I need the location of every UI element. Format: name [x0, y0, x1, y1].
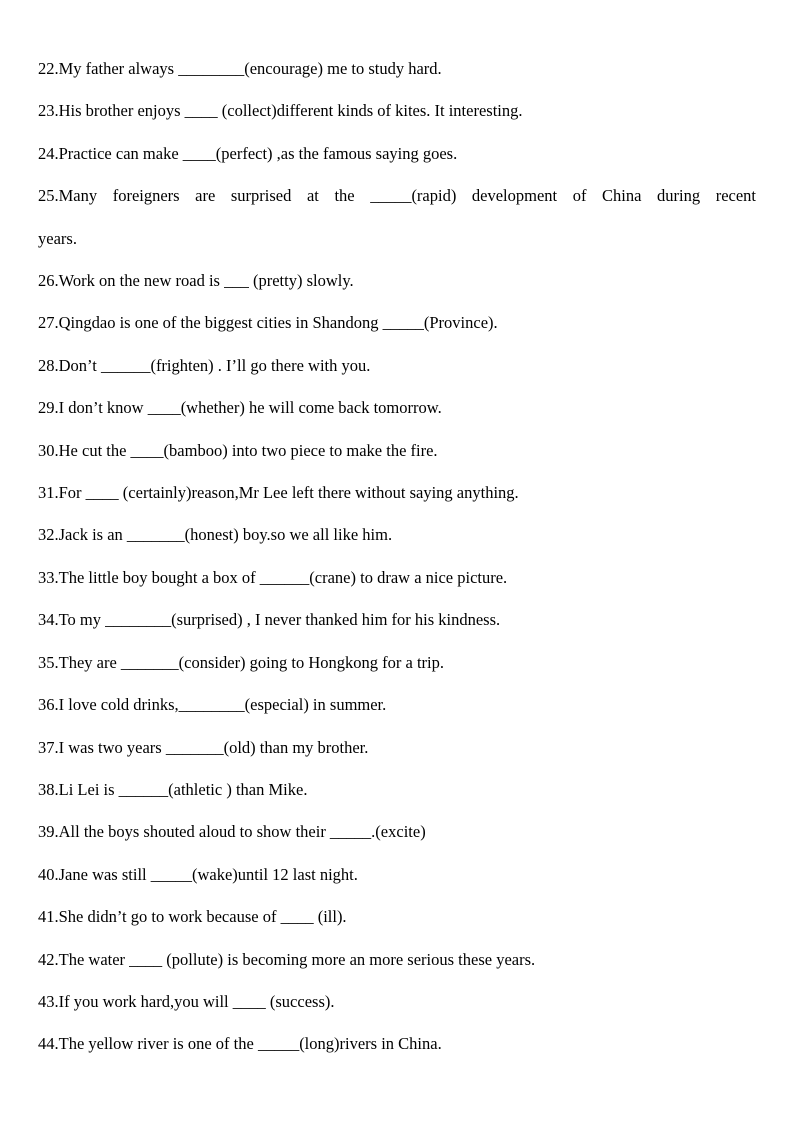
question-27: 27.Qingdao is one of the biggest cities in Shandong _____(Province).	[38, 313, 498, 333]
question-37: 37.I was two years _______(old) than my brother.	[38, 737, 369, 757]
question-25: 25.Many foreigners are surprised at the _____(rapid) development of China during recent	[38, 186, 756, 206]
question-25-continued: years.	[38, 228, 77, 248]
question-41: 41.She didn’t go to work because of ____ (ill).	[38, 907, 347, 927]
question-28: 28.Don’t ______(frighten) . I’ll go there with you.	[38, 355, 371, 375]
question-24: 24.Practice can make ____(perfect) ,as the famous saying goes.	[38, 143, 458, 163]
question-34: 34.To my ________(surprised) , I never thanked him for his kindness.	[38, 610, 501, 630]
question-26: 26.Work on the new road is ___ (pretty) slowly.	[38, 271, 354, 291]
question-44: 44.The yellow river is one of the _____(long)rivers in China.	[38, 1034, 442, 1054]
question-31: 31.For ____ (certainly)reason,Mr Lee left there without saying anything.	[38, 483, 519, 503]
question-40: 40.Jane was still _____(wake)until 12 last night.	[38, 864, 358, 884]
question-33: 33.The little boy bought a box of ______(crane) to draw a nice picture.	[38, 567, 508, 587]
question-30: 30.He cut the ____(bamboo) into two piece to make the fire.	[38, 440, 438, 460]
question-22: 22.My father always ________(encourage) me to study hard.	[38, 59, 442, 78]
question-35: 35.They are _______(consider) going to Hongkong for a trip.	[38, 652, 444, 672]
question-23: 23.His brother enjoys ____ (collect)different kinds of kites. It interesting.	[38, 101, 523, 121]
question-39: 39.All the boys shouted aloud to show their _____.(excite)	[38, 822, 426, 842]
question-36: 36.I love cold drinks,________(especial) in summer.	[38, 695, 387, 715]
question-42: 42.The water ____ (pollute) is becoming more an more serious these years.	[38, 949, 536, 969]
question-43: 43.If you work hard,you will ____ (success).	[38, 991, 335, 1011]
question-29: 29.I don’t know ____(whether) he will come back tomorrow.	[38, 398, 442, 418]
exercise-page	[38, 48, 756, 1066]
question-32: 32.Jack is an _______(honest) boy.so we all like him.	[38, 525, 393, 545]
question-38: 38.Li Lei is ______(athletic ) than Mike.	[38, 779, 308, 799]
